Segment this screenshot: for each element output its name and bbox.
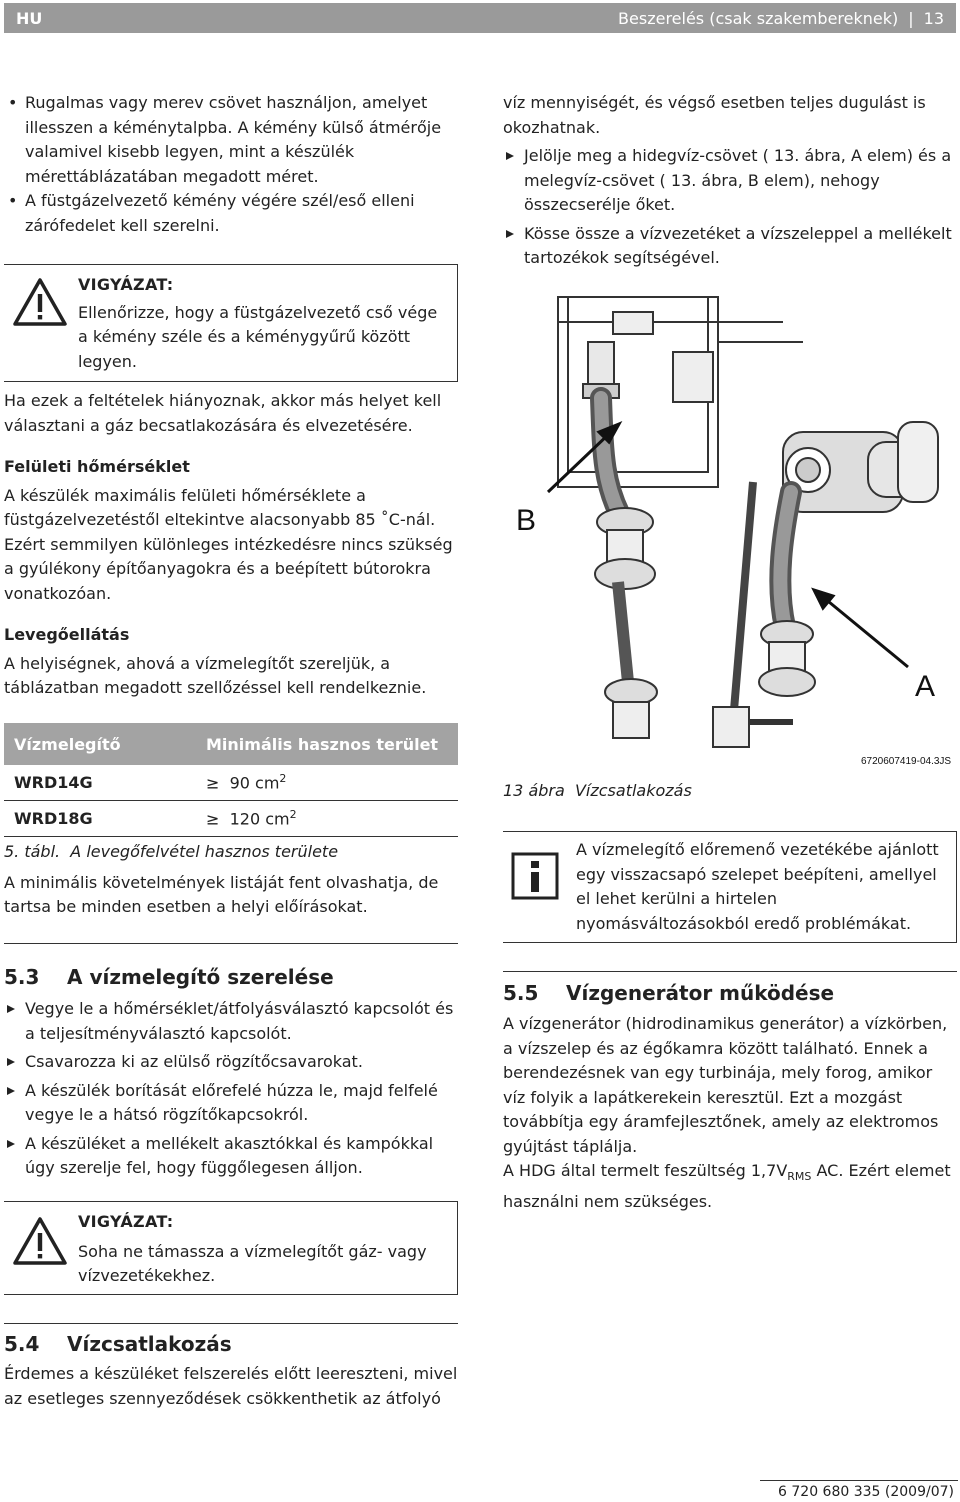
hdg-voltage-text: A HDG által termelt feszültség $1,7V_{RMS}$ AC. Ezért elemet használni nem szükséges. [503,1161,951,1211]
warning-box-2 [4,1201,458,1295]
figure-code: 6720607419-04.3JS [861,756,952,767]
surface-temp-heading: Felületi hőmérséklet [4,457,190,476]
bullet-item: • A füstgázelvezető kémény végére szél/eső elleni zárófedelet kell szerelni. [4,189,444,238]
section-divider [4,943,458,944]
footer-divider [760,1480,958,1481]
step-item: A készülék borítását előrefelé húzza le, majd felfelé vegye le a hátsó rögzítőkapcsokról. [4,1079,459,1128]
table-caption: 5. tábl. A levegőfelvétel hasznos területe [4,842,339,861]
table-row [4,801,458,837]
warning-title: VIGYÁZAT: [78,1212,174,1231]
language-code: HU [16,9,43,28]
ventilation-table [4,723,458,837]
model-cell: WRD14G [4,765,196,801]
table-header: Vízmelegítő [4,723,196,765]
table-header: Minimális hasznos terület [196,723,458,765]
area-cell: ≥ 90 $cm^2$ [196,765,458,801]
step-item: Vegye le a hőmérséklet/átfolyásválasztó kapcsolót és a teljesítményválasztó kapcsolót. [4,997,459,1046]
table-row [4,765,458,801]
min-requirements-text: A minimális követelmények listáját fent olvashatja, de tartsa be minden esetben a helyi előírásokat. [4,872,439,916]
step-item: A készüléket a mellékelt akasztókkal és kampókkal úgy szerelje fel, hogy függőlegesen álljon. [4,1132,459,1181]
warning-box-1 [4,264,458,382]
section-5-3-heading: 5.3 A vízmelegítő szerelése [4,965,334,989]
air-supply-heading: Levegőellátás [4,625,130,644]
step-item: Csavarozza ki az elülső rögzítőcsavarokat. [4,1050,459,1075]
warning-triangle-icon [12,1216,68,1266]
model-cell: WRD18G [4,801,196,837]
section-divider [4,1323,458,1324]
gas-paragraph: Ha ezek a feltételek hiányoznak, akkor más helyet kell választani a gáz becsatlakozására és elvezetésére. [4,391,442,435]
step-item: Jelölje meg a hidegvíz-csövet ( 13. ábra, A elem) és a melegvíz-csövet ( 13. ábra, B elem), nehogy összecserélje őket. [503,144,958,218]
warning-text: Soha ne támassza a vízmelegítőt gáz- vagy vízvezetékekhez. [78,1241,427,1285]
section-5-4-heading: 5.4 Vízcsatlakozás [4,1332,232,1356]
page-header [4,3,956,33]
figure-label-a: A [915,670,936,703]
warning-triangle-icon [12,277,68,327]
info-icon [511,852,559,900]
bullet-item: • Rugalmas vagy merev csövet használjon, amelyet illesszen a kéménytalpba. A kémény külső átmérője valamivel kisebb legyen, mint a készülék mérettáblázatában megadott méret. [4,91,444,189]
section-5-5-text: A vízgenerátor (hidrodinamikus generátor) a vízkörben, a vízszelep és az égőkamra között található. Ennek a berendezésnek van egy turbinája, mely forog, amikor víz folyik a lapátkerekein keresztül. Ezt a mozgást továbbítja egy áramfejlesztőnek, amely az elektromos gyújtást táplálja. [503,1014,948,1156]
document-code: 6 720 680 335 (2009/07) [778,1484,954,1500]
area-cell: ≥ 120 $cm^2$ [196,801,458,837]
water-connection-figure [503,282,958,772]
air-supply-text: A helyiségnek, ahová a vízmelegítőt szereljük, a táblázatban megadott szellőzéssel kell rendelkeznie. [4,653,427,697]
step-item: Kösse össze a vízvezetéket a vízszeleppel a mellékelt tartozékok segítségével. [503,222,958,271]
section-divider [503,971,957,972]
continued-text: víz mennyiségét, és végső esetben teljes dugulást is okozhatnak. [503,93,926,137]
section-5-4-text: Érdemes a készüléket felszerelés előtt leereszteni, mivel az esetleges szennyeződések csökkenthetik az átfolyó [4,1364,458,1408]
left-bullets [4,91,444,238]
figure-caption: 13 ábra Vízcsatlakozás [503,781,692,800]
page-number: 13 [923,9,944,28]
figure-label-b: B [516,504,537,537]
info-text: A vízmelegítő előremenő vezetékébe ajánlott egy visszacsapó szelepet beépíteni, amellyel el lehet kerülni a hirtelen nyomásváltozásokból eredő problémákat. [576,840,939,933]
water-connection-drawing [503,282,958,772]
section-5-5-heading: 5.5 Vízgenerátor működése [503,981,835,1005]
info-box [503,831,957,943]
surface-temp-text: A készülék maximális felületi hőmérséklete a füstgázelvezetéstől eltekintve alacsonyabb 85 ˚C-nál. Ezért semmilyen különleges intézkedésre nincs szükség a gyúlékony építőanyagokra és a beépített bútorokra vonatkozóan. [4,485,453,603]
warning-title: VIGYÁZAT: [78,275,174,294]
header-title: Beszerelés (csak szakembereknek) | 13 [618,9,944,28]
warning-text: Ellenőrizze, hogy a füstgázelvezető cső vége a kémény széle és a kéménygyűrű között legyen. [78,302,438,371]
